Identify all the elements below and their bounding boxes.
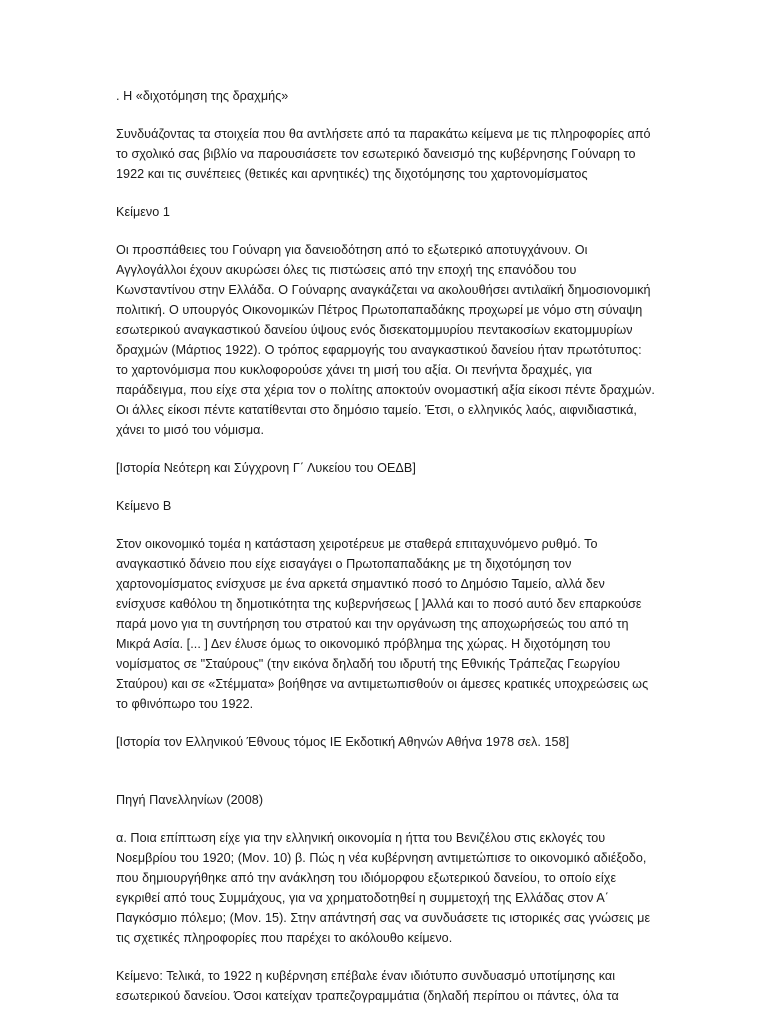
text1-heading: Κείμενο 1: [116, 205, 170, 219]
document-page: [116, 86, 656, 1024]
textB-body: Στον οικονομικό τομέα η κατάσταση χειροτέρευε με σταθερά επιταχυνόμενο ρυθμό. Το αναγκαστικό δάνειο που είχε εισαγάγει ο Πρωτοπαπαδάκης με τη διχοτόμηση τον χαρτονομίσματος ενίσχυσε με ένα αρκετά σημαντικό ποσό το Δημόσιο Ταμείο, αλλά δεν ενίσχυσε καθόλου τη δημοτικότητα της κυβερνήσεως [ ]Αλλά και το ποσό αυτό δεν επαρκούσε παρά μονο για τη συντήρηση του στρατού και την οργάνωση της αποχωρήσεώς του από τη Μικρά Ασία. [... ] Δεν έλυσε όμως το οικονομικό πρόβλημα της χώρας. Η διχοτόμηση του νομίσματος σε "Σταύρους" (την εικόνα δηλαδή του ιδρυτή της Εθνικής Τράπεζας Γεωργίου Σταύρου) και σε «Στέμματα» βοήθησε να αντιμετωπισθούν οι άμεσες κρατικές υποχρεώσεις ως το φθινόπωρο του 1922.: [116, 537, 649, 711]
textB-source: [Ιστορία τον Ελληνικού Έθνους τόμος ΙΕ Εκδοτική Αθηνών Αθήνα 1978 σελ. 158]: [116, 735, 570, 749]
text1-source: [Ιστορία Νεότερη και Σύγχρονη Γ΄ Λυκείου του ΟΕΔΒ]: [116, 461, 416, 475]
exam-question: α. Ποια επίπτωση είχε για την ελληνική οικονομία η ήττα του Βενιζέλου στις εκλογές του Νοεμβρίου του 1920; (Μον. 10) β. Πώς η νέα κυβέρνηση αντιμετώπισε το οικονομικό αδιέξοδο, που δημιουργήθηκε από την ανάκληση του ιδιόμορφου εξωτερικού δανείου, το οποίο είχε εγκριθεί από τους Συμμάχους, για να χρηματοδοτηθεί η συμμετοχή της Ελλάδας στον Α΄ Παγκόσμιο πόλεμο; (Μον. 15). Στην απάντησή σας να συνδυάσετε τις ιστορικές σας γνώσεις με τις σχετικές πληροφορίες που παρέχει το ακόλουθο κείμενο.: [116, 831, 651, 945]
intro-paragraph: Συνδυάζοντας τα στοιχεία που θα αντλήσετε από τα παρακάτω κείμενα με τις πληροφορίες από το σχολικό σας βιβλίο να παρουσιάσετε τον εσωτερικό δανεισμό της κυβέρνησης Γούναρη το 1922 και τις συνέπειες (θετικές και αρνητικές) της διχοτόμησης του χαρτονομίσματος: [116, 127, 651, 181]
textB-heading: Κείμενο Β: [116, 499, 172, 513]
document-title: . Η «διχοτόμηση της δραχμής»: [116, 89, 289, 103]
text1-body: Οι προσπάθειες του Γούναρη για δανειοδότηση από το εξωτερικό αποτυγχάνουν. Οι Αγγλογάλλοι έχουν ακυρώσει όλες τις πιστώσεις από την εποχή της επανόδου του Κωνσταντίνου στην Ελλάδα. Ο Γούναρης αναγκάζεται να ακολουθήσει αντιλαϊκή δημοσιονομική πολιτική. Ο υπουργός Οικονομικών Πέτρος Πρωτοπαπαδάκης προχωρεί με νόμο στη σύναψη εσωτερικού αναγκαστικού δανείου ύψους ενός δισεκατομμυρίου πεντακοσίων εκατομμυρίων δραχμών (Μάρτιος 1922). Ο τρόπος εφαρμογής του αναγκαστικού δανείου ήταν πρωτότυπος: το χαρτονόμισμα που κυκλοφορούσε χάνει τη μισή του αξία. Οι πενήντα δραχμές, για παράδειγμα, που είχε στα χέρια τον ο πολίτης αποκτούν ονομαστική αξία είκοσι πέντε δραχμών. Οι άλλες είκοσι πέντε κατατίθενται στο δημόσιο ταμείο. Έτσι, ο ελληνικός λαός, αιφνιδιαστικά, χάνει το μισό του νόμισμα.: [116, 243, 655, 437]
final-text: Κείμενο: Τελικά, το 1922 η κυβέρνηση επέβαλε έναν ιδιότυπο συνδυασμό υποτίμησης και εσωτερικού δανείου. Όσοι κατείχαν τραπεζογραμμάτια (δηλαδή περίπου οι πάντες, όλα τα: [116, 969, 619, 1003]
exam-source: Πηγή Πανελληνίων (2008): [116, 793, 264, 807]
